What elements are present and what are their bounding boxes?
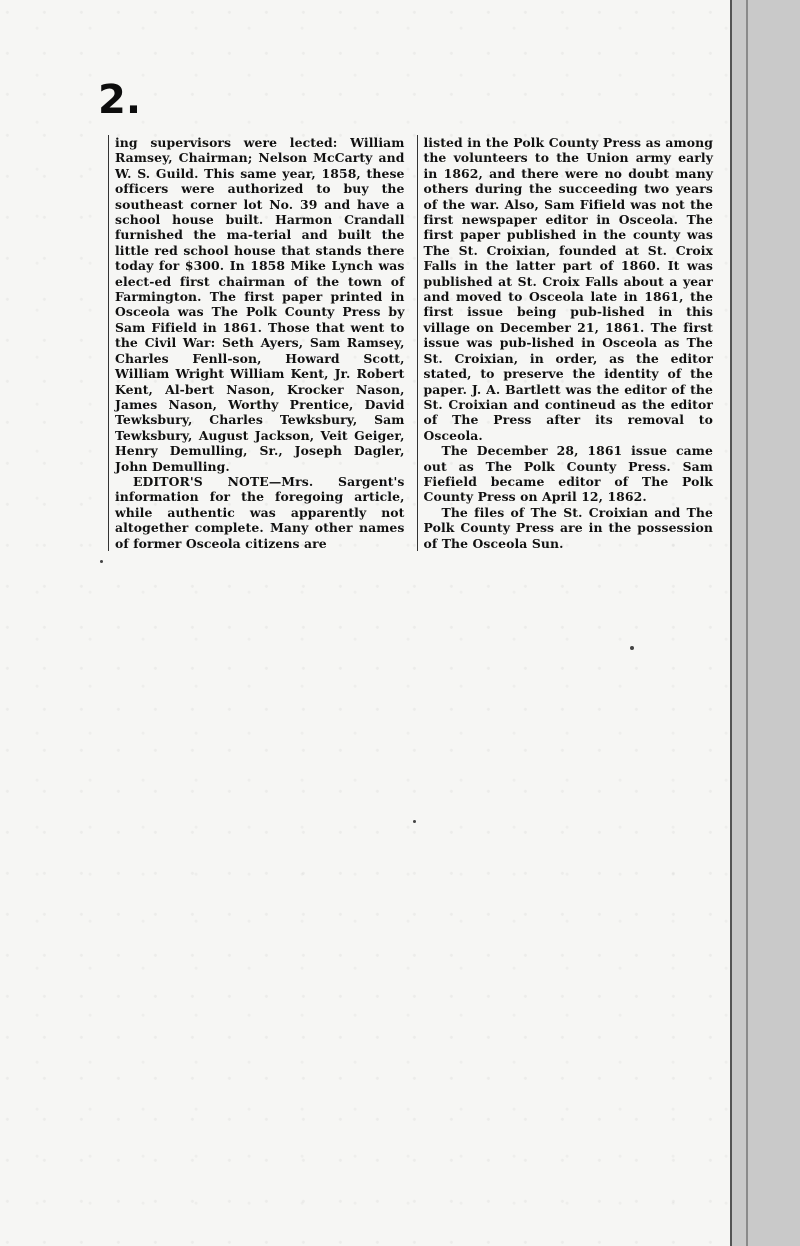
right-paragraph-2: The December 28, 1861 issue came out as The Polk County Press. Sam Fiefield became editor of The Polk County Press on April 12, 1862. [423, 443, 713, 505]
scan-margin [732, 0, 800, 1246]
page-number: 2. [98, 77, 142, 123]
ink-speck [100, 560, 103, 563]
ink-speck [630, 646, 634, 650]
left-column [108, 135, 405, 551]
ink-speck [413, 820, 416, 823]
right-paragraph-3: The files of The St. Croixian and The Polk County Press are in the possession of The Osceola Sun. [423, 504, 713, 551]
right-column [417, 135, 714, 551]
article-columns [108, 135, 713, 551]
editors-note-paragraph: EDITOR'S NOTE—Mrs. Sargent's information for the foregoing article, while authentic was apparently not altogether complete. Many other names of former Osceola citizens are [115, 473, 405, 551]
left-paragraph-1: ing supervisors were lected: William Ramsey, Chairman; Nelson McCarty and W. S. Guild. This same year, 1858, these officers were authorized to buy the southeast corner lot No. 39 and have a school house built. Harmon Crandall furnished the ma-terial and built the little red school house that stands there today for $300. In 1858 Mike Lynch was elect-ed first chairman of the town of Farmington. The first paper printed in Osceola was The Polk County Press by Sam Fifield in 1861. Those that went to the Civil War: Seth Ayers, Sam Ramsey, Charles Fenll-son, Howard Scott, William Wright William Kent, Jr. Robert Kent, Al-bert Nason, Krocker Nason, James Nason, Worthy Prentice, David Tewksbury, Charles Tewksbury, Sam Tewksbury, August Jackson, Veit Geiger, Henry Demulling, Sr., Joseph Dagler, John Demulling. [115, 135, 405, 474]
right-paragraph-1: listed in the Polk County Press as among the volunteers to the Union army early in 1862, and there were no doubt many others during the succeeding two years of the war. Also, Sam Fifield was not the first newspaper editor in Osceola. The first paper published in the county was The St. Croixian, founded at St. Croix Falls in the latter part of 1860. It was published at St. Croix Falls about a year and moved to Osceola late in 1861, the first issue being pub-lished in this village on December 21, 1861. The first issue was pub-lished in Osceola as The St. Croixian, in order, as the editor stated, to preserve the identity of the paper. J. A. Bartlett was the editor of the St. Croixian and contineud as the editor of The Press after its removal to Osceola. [423, 135, 713, 443]
page-edge [746, 0, 748, 1246]
